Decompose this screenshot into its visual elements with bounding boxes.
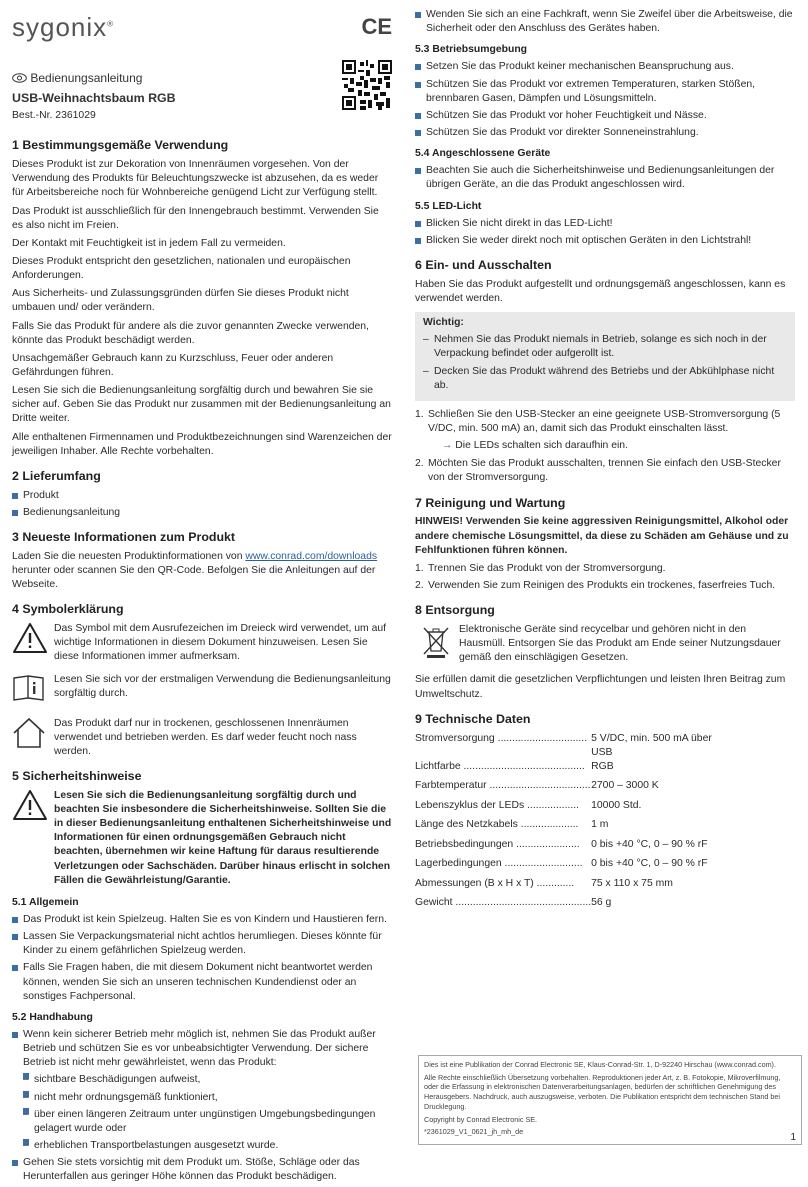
s1-paragraph: Dieses Produkt ist zur Dekoration von Innenräumen vorgesehen. Von der Verwendung des Produkts für Beleuchtungszwecke ist abzusehen, da es weder für Arbeitsbereiche noch für Wohnbereiche genügend Licht zur Verfügung stellt. bbox=[12, 159, 379, 199]
spec-value: RGB bbox=[591, 760, 614, 772]
spec-value: 75 x 110 x 75 mm bbox=[591, 877, 673, 889]
section-5-heading: 5 Sicherheitshinweise bbox=[12, 768, 142, 783]
section-5-1-heading: 5.1 Allgemein bbox=[12, 896, 79, 908]
spec-table bbox=[415, 732, 715, 916]
crossed-bin-icon bbox=[421, 625, 451, 659]
table-row bbox=[415, 760, 715, 780]
read-manual-icon bbox=[12, 673, 46, 701]
page-number: 1 bbox=[790, 1132, 796, 1143]
footer-text: Copyright by Conrad Electronic SE. bbox=[424, 1114, 538, 1124]
step-item bbox=[415, 562, 795, 576]
section-1-heading: 1 Bestimmungsgemäße Verwendung bbox=[12, 138, 229, 153]
right-column bbox=[415, 8, 795, 916]
s1-paragraph: Dieses Produkt entspricht den gesetzlichen, nationalen und europäischen Anforderungen. bbox=[12, 256, 351, 282]
warning-title: Wichtig: bbox=[423, 317, 464, 329]
table-row bbox=[415, 732, 715, 760]
list-item: Blicken Sie nicht direkt in das LED-Licht! bbox=[415, 217, 795, 231]
footer-text: *2361029_V1_0621_jh_mh_de bbox=[424, 1127, 524, 1137]
table-row bbox=[415, 779, 715, 799]
spec-label: Lagerbedingungen ........................... bbox=[415, 858, 583, 870]
s1-paragraph: Lesen Sie sich die Bedienungsanleitung sorgfältig durch und bewahren Sie sie sicher auf. Geben Sie das Produkt nur zusammen mit der Bedienungsanleitung an Dritte weiter. bbox=[12, 385, 391, 425]
step-number: 2. bbox=[415, 579, 424, 591]
publisher-footer bbox=[418, 1055, 802, 1145]
symbol-row bbox=[12, 622, 392, 664]
spec-value: 0 bis +40 °C, 0 – 90 % rF bbox=[591, 858, 708, 870]
cleaning-notice: HINWEIS! Verwenden Sie keine aggressiven Reinigungsmittel, Alkohol oder andere chemische Lösungsmittel, da diese zu Schäden am Gehäuse und zu Fehlfunktionen führen können. bbox=[415, 516, 789, 556]
spec-value: 0 bis +40 °C, 0 – 90 % rF bbox=[591, 838, 708, 850]
table-row bbox=[415, 857, 715, 877]
list-item bbox=[12, 1028, 392, 1153]
spec-value: 1 m bbox=[591, 819, 609, 831]
s1-paragraph: Der Kontakt mit Feuchtigkeit ist in jedem Fall zu vermeiden. bbox=[12, 237, 286, 249]
s1-paragraph: Alle enthaltenen Firmennamen und Produktbezeichnungen sind Warenzeichen der jeweiligen Inhaber. Alle Rechte vorbehalten. bbox=[12, 431, 392, 457]
step-item bbox=[415, 579, 795, 593]
disposal-row bbox=[415, 623, 795, 665]
sub-list-item: – erheblichen Transportbelastungen ausgesetzt wurde. bbox=[23, 1139, 392, 1153]
s3-text: herunter oder scannen Sie den QR-Code. Befolgen Sie die Anleitungen auf der Webseite. bbox=[12, 564, 376, 591]
disposal-text-2: Sie erfüllen damit die gesetzlichen Verpflichtungen und leisten Ihren Beitrag zum Umweltschutz. bbox=[415, 674, 786, 700]
list-item: Blicken Sie weder direkt noch mit optischen Geräten in den Lichtstrahl! bbox=[415, 234, 795, 248]
spec-label: Gewicht ............................................... bbox=[415, 897, 592, 909]
table-row bbox=[415, 877, 715, 897]
ce-mark: CE bbox=[361, 14, 392, 39]
qr-code-icon bbox=[342, 60, 392, 110]
spec-value: 2700 – 3000 K bbox=[591, 780, 659, 792]
s6-intro: Haben Sie das Produkt aufgestellt und ordnungsgemäß angeschlossen, kann es verwendet werden. bbox=[415, 278, 786, 304]
spec-label: Abmessungen (B x H x T) ............. bbox=[415, 877, 575, 889]
list-item: Schützen Sie das Produkt vor hoher Feuchtigkeit und Nässe. bbox=[415, 109, 795, 123]
symbol-text: Das Symbol mit dem Ausrufezeichen im Dreieck wird verwendet, um auf wichtige Informationen in diesem Dokument hinzuweisen. Lesen Sie diese Informationen immer aufmerksam. bbox=[54, 623, 387, 663]
indoor-house-icon bbox=[12, 717, 46, 749]
s1-paragraph: Das Produkt ist ausschließlich für den Innengebrauch bestimmt. Verwenden Sie es also nicht im Freien. bbox=[12, 205, 379, 231]
spec-label: Länge des Netzkabels .................... bbox=[415, 819, 579, 831]
step-text: Möchten Sie das Produkt ausschalten, trennen Sie einfach den USB-Stecker von der Stromversorgung. bbox=[428, 458, 781, 484]
warning-list bbox=[423, 333, 789, 393]
step-result bbox=[428, 439, 795, 453]
symbol-text: Das Produkt darf nur in trockenen, geschlossenen Innenräumen verwendet und betrieben werden. Es darf weder feucht noch nass werden. bbox=[54, 717, 357, 757]
operation-steps bbox=[415, 408, 795, 486]
environment-list bbox=[415, 60, 795, 140]
devices-list bbox=[415, 164, 795, 192]
step-text: Trennen Sie das Produkt von der Stromversorgung. bbox=[428, 562, 666, 574]
general-list bbox=[12, 913, 392, 1004]
section-5-2-heading: 5.2 Handhabung bbox=[12, 1011, 93, 1023]
sub-list-item: – sichtbare Beschädigungen aufweist, bbox=[23, 1073, 392, 1087]
sub-list-item: – über einen längeren Zeitraum unter ungünstigen Umgebungsbedingungen gelagert wurde oder bbox=[23, 1108, 392, 1136]
product-title: USB-Weihnachtsbaum RGB bbox=[12, 91, 176, 106]
step-number: 2. bbox=[415, 458, 424, 470]
section-6-heading: 6 Ein- und Ausschalten bbox=[415, 257, 552, 272]
table-row bbox=[415, 838, 715, 858]
s1-paragraph: Falls Sie das Produkt für andere als die zuvor genannten Zwecke verwenden, könnte das Produkt beschädigt werden. bbox=[12, 320, 369, 346]
symbol-text: Lesen Sie sich vor der erstmaligen Verwendung die Bedienungsanleitung sorgfältig durch. bbox=[54, 673, 391, 699]
spec-label: Betriebsbedingungen ...................... bbox=[415, 838, 580, 850]
step-item bbox=[415, 457, 795, 485]
section-5-5-heading: 5.5 LED-Licht bbox=[415, 200, 482, 212]
cleaning-steps bbox=[415, 562, 795, 593]
spec-value: 56 g bbox=[591, 897, 612, 909]
s1-paragraph: Aus Sicherheits- und Zulassungsgründen dürfen Sie dieses Produkt nicht umbauen und/ oder verändern. bbox=[12, 288, 349, 314]
list-item-text: Wenn kein sicherer Betrieb mehr möglich ist, nehmen Sie das Produkt außer Betrieb und schützen Sie es vor unbeabsichtigter Verwendung. Der sichere Betrieb ist nicht mehr gewährleistet, wenn das Produkt: bbox=[23, 1028, 376, 1069]
list-item: Bedienungsanleitung bbox=[12, 506, 392, 520]
warning-item: – Decken Sie das Produkt während des Betriebs und der Abkühlphase nicht ab. bbox=[423, 365, 789, 393]
order-number: Best.-Nr. 2361029 bbox=[12, 110, 96, 122]
spec-label: Farbtemperatur ................................... bbox=[415, 780, 591, 792]
spec-label: Lebenszyklus der LEDs .................. bbox=[415, 799, 580, 811]
list-item: Schützen Sie das Produkt vor direkter Sonneneinstrahlung. bbox=[415, 126, 795, 140]
safety-intro-text: Lesen Sie sich die Bedienungsanleitung sorgfältig durch und beachten Sie insbesondere die Sicherheitshinweise. Sollten Sie die in dieser Bedienungsanleitung enthaltenen Sicherheitshinweise und Informationen für einen ordnungsgemäßen Gebrauch nicht beachten, übernehmen wir keine Haftung für daraus resultierende Verletzungen oder Sachschäden. Darüber hinaus erlischt in solchen Fällen die Gewährleistung/Garantie. bbox=[54, 789, 392, 886]
section-5-3-heading: 5.3 Betriebsumgebung bbox=[415, 44, 528, 56]
list-item: Falls Sie Fragen haben, die mit diesem Dokument nicht beantwortet werden können, wenden Sie sich an unseren technischen Kundendienst oder an sonstiges Fachpersonal. bbox=[12, 961, 392, 1003]
manual-label: Bedienungsanleitung bbox=[30, 71, 143, 85]
list-item: Produkt bbox=[12, 489, 392, 503]
footer-text: Alle Rechte einschließlich Übersetzung vorbehalten. Reproduktionen jeder Art, z. B. Fotokopie, Mikroverfilmung, oder die Erfassung in elektronischen Datenverarbeitungsanlagen, bedürfen der schriftlichen Genehmigung des Herausgebers. Nachdruck, auch auszugsweise, verboten. Die Publikation entspricht dem technischen Stand bei Drucklegung. bbox=[424, 1072, 781, 1111]
arrow-right-icon: → bbox=[442, 440, 453, 452]
symbol-row bbox=[12, 673, 392, 709]
sub-list-item: – nicht mehr ordnungsgemäß funktioniert, bbox=[23, 1091, 392, 1105]
manual-label-row bbox=[12, 70, 392, 86]
list-item: Wenden Sie sich an eine Fachkraft, wenn Sie Zweifel über die Arbeitsweise, die Sicherheit oder den Anschluss des Gerätes haben. bbox=[415, 8, 795, 36]
eye-icon bbox=[12, 73, 27, 83]
safety-intro bbox=[12, 789, 392, 888]
warning-box bbox=[415, 312, 795, 401]
step-text: Schließen Sie den USB-Stecker an eine geeignete USB-Stromversorgung (5 V/DC, min. 500 mA) an, damit sich das Produkt einschalten lässt. bbox=[428, 408, 781, 434]
symbol-row bbox=[12, 717, 392, 759]
handling-list bbox=[12, 1028, 392, 1184]
sub-list bbox=[23, 1073, 392, 1153]
list-item: Beachten Sie auch die Sicherheitshinweise und Bedienungsanleitungen der übrigen Geräte, an die das Produkt angeschlossen wird. bbox=[415, 164, 795, 192]
table-row bbox=[415, 818, 715, 838]
section-2-heading: 2 Lieferumfang bbox=[12, 468, 101, 483]
list-item: Das Produkt ist kein Spielzeug. Halten Sie es von Kindern und Haustieren fern. bbox=[12, 913, 392, 927]
s3-text: Laden Sie die neuesten Produktinformationen von bbox=[12, 550, 246, 562]
left-column bbox=[12, 0, 392, 1187]
result-text: Die LEDs schalten sich daraufhin ein. bbox=[455, 440, 628, 452]
spec-label: Stromversorgung ............................... bbox=[415, 732, 588, 744]
spec-value: 10000 Std. bbox=[591, 799, 642, 811]
disposal-text: Elektronische Geräte sind recycelbar und gehören nicht in den Hausmüll. Entsorgen Sie das Produkt am Ende seiner Nutzungsdauer gemäß den einschlägigen Gesetzen. bbox=[459, 623, 781, 664]
brand-logo: sygonix® bbox=[12, 12, 115, 42]
spec-label: Lichtfarbe .......................................... bbox=[415, 760, 585, 772]
s1-paragraph: Unsachgemäßer Gebrauch kann zu Kurzschluss, Feuer oder anderen Gefährdungen führen. bbox=[12, 352, 334, 378]
s3-paragraph bbox=[12, 550, 392, 592]
led-list bbox=[415, 217, 795, 248]
warning-triangle-icon bbox=[12, 789, 48, 821]
step-number: 1. bbox=[415, 562, 424, 574]
section-9-heading: 9 Technische Daten bbox=[415, 711, 531, 726]
list-item: Setzen Sie das Produkt keiner mechanischen Beanspruchung aus. bbox=[415, 60, 795, 74]
table-row bbox=[415, 896, 715, 916]
step-item bbox=[415, 408, 795, 453]
step-number: 1. bbox=[415, 408, 424, 420]
spec-value: 5 V/DC, min. 500 mA über USB bbox=[591, 732, 712, 758]
step-text: Verwenden Sie zum Reinigen des Produkts ein trockenes, faserfreies Tuch. bbox=[428, 579, 776, 591]
list-item: Gehen Sie stets vorsichtig mit dem Produkt um. Stöße, Schläge oder das Herunterfallen aus geringer Höhe können das Produkt beschädigen. bbox=[12, 1156, 392, 1184]
section-4-heading: 4 Symbolerklärung bbox=[12, 602, 124, 617]
footer-text: Dies ist eine Publikation der Conrad Electronic SE, Klaus-Conrad-Str. 1, D-92240 Hirschau (www.conrad.com). bbox=[424, 1060, 776, 1069]
handling-list-cont bbox=[415, 8, 795, 36]
warning-item: – Nehmen Sie das Produkt niemals in Betrieb, solange es sich noch in der Verpackung befindet oder aufgerollt ist. bbox=[423, 333, 789, 361]
delivery-list bbox=[12, 489, 392, 520]
downloads-link[interactable]: www.conrad.com/downloads bbox=[245, 550, 378, 562]
warning-triangle-icon bbox=[12, 622, 48, 654]
list-item: Schützen Sie das Produkt vor extremen Temperaturen, starken Stößen, brennbaren Gasen, Dämpfen und Lösungsmitteln. bbox=[415, 78, 795, 106]
table-row bbox=[415, 799, 715, 819]
section-8-heading: 8 Entsorgung bbox=[415, 603, 495, 618]
section-7-heading: 7 Reinigung und Wartung bbox=[415, 495, 566, 510]
section-3-heading: 3 Neueste Informationen zum Produkt bbox=[12, 529, 236, 544]
section-5-4-heading: 5.4 Angeschlossene Geräte bbox=[415, 148, 551, 160]
list-item: Lassen Sie Verpackungsmaterial nicht achtlos herumliegen. Dieses könnte für Kinder zu einem gefährlichen Spielzeug werden. bbox=[12, 930, 392, 958]
